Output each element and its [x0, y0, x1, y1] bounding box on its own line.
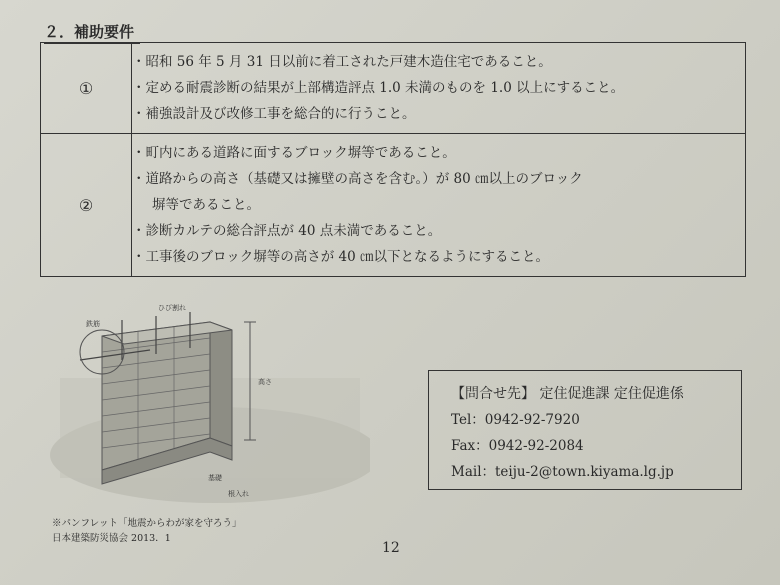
contact-fax: Fax：0942-92-2084 [451, 438, 584, 454]
contact-mail: Mail：teiju-2@town.kiyama.lg.jp [451, 464, 674, 480]
requirement-line: ・道路からの高さ（基礎又は擁壁の高さを含む。）が 80 ㎝以上のブロック [132, 171, 583, 187]
requirements-table [40, 42, 746, 277]
page-number: 12 [382, 540, 400, 556]
contact-box [428, 370, 742, 490]
requirement-items-1 [132, 43, 746, 134]
contact-tel: Tel：0942-92-7920 [451, 412, 580, 428]
requirement-line: ・補強設計及び改修工事を総合的に行うこと。 [132, 106, 416, 122]
figure-label-crack: ひび割れ [158, 304, 186, 312]
block-wall-illustration [40, 300, 370, 510]
contact-heading: 【問合せ先】 定住促進課 定住促進係 [451, 386, 684, 402]
figure-label-foundation: 基礎 [208, 474, 222, 482]
figure-label-rebar: 鉄筋 [86, 320, 100, 328]
figure-label-height: 高さ [258, 378, 272, 386]
caption-line: 日本建築防災協会 2013．1 [52, 533, 171, 544]
block-wall-figure [40, 300, 370, 510]
caption-line: ※パンフレット「地震からわが家を守ろう」 [52, 518, 242, 529]
figure-caption [52, 516, 242, 546]
requirement-number-1: ① [41, 43, 132, 134]
requirement-row-1 [41, 43, 746, 134]
requirement-line: ・町内にある道路に面するブロック塀等であること。 [132, 145, 456, 161]
requirement-line: 塀等であること。 [152, 197, 260, 213]
requirement-items-2 [132, 134, 746, 277]
section-title: ２．補助要件 [44, 22, 140, 44]
requirement-line: ・昭和 56 年 5 月 31 日以前に着工された戸建木造住宅であること。 [132, 54, 552, 70]
requirement-row-2 [41, 134, 746, 277]
figure-label-embedment: 根入れ [228, 490, 249, 498]
requirement-line: ・定める耐震診断の結果が上部構造評点 1.0 未満のものを 1.0 以上にすること。 [132, 80, 625, 96]
requirement-line: ・工事後のブロック塀等の高さが 40 ㎝以下となるようにすること。 [132, 249, 549, 265]
requirement-line: ・診断カルテの総合評点が 40 点未満であること。 [132, 223, 442, 239]
requirement-number-2: ② [41, 134, 132, 277]
